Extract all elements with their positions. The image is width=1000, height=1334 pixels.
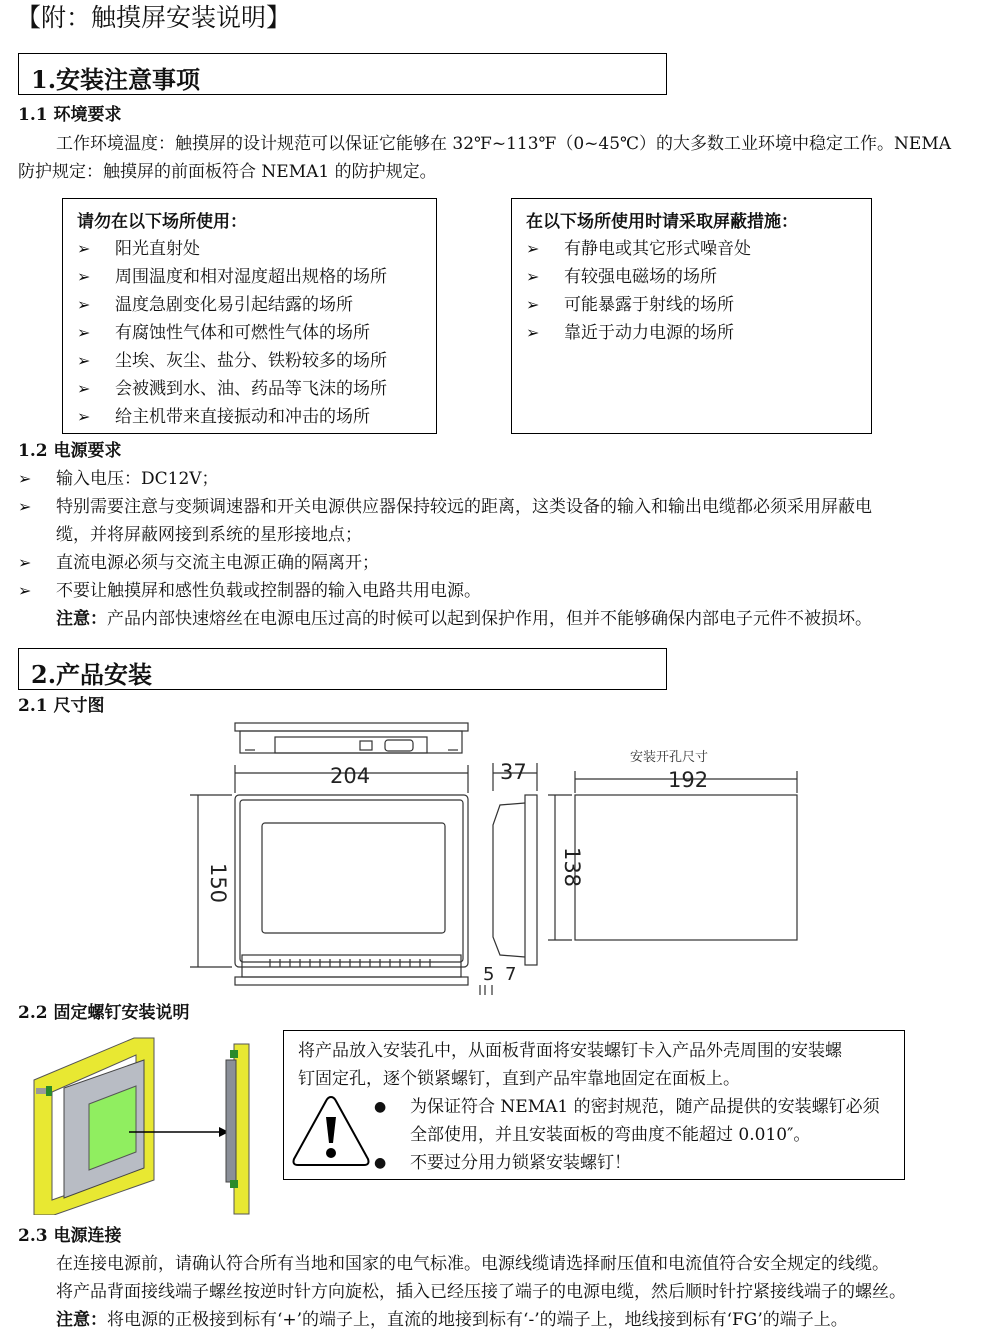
bottom-view-terminals <box>270 959 430 967</box>
list-item: ➢ 输入电压：DC12V； <box>18 465 872 493</box>
screw-warning1-line2: 全部使用，并且安装面板的弯曲度不能超过 0.010″。 <box>410 1125 811 1145</box>
arrow-bullet-icon: ➢ <box>77 379 91 398</box>
dim-width-label: 204 <box>330 764 371 788</box>
list-item: ➢ 不要让触摸屏和感性负载或控制器的输入电路共用电源。 <box>18 577 872 605</box>
list-item: ➢ 周围温度和相对湿度超出规格的场所 <box>77 263 387 291</box>
power-connection-line2: 将产品背面接线端子螺丝按逆时针方向旋松，插入已经压接了端子的电源电缆，然后顺时针拧紧接线端子的螺丝。 <box>56 1282 906 1302</box>
dim-7-label: 7 <box>505 964 517 985</box>
arrow-bullet-icon: ➢ <box>18 469 32 488</box>
power-requirements-list <box>18 465 872 633</box>
cutout-width-label: 192 <box>668 768 709 792</box>
shielding-title: 在以下场所使用时请采取屏蔽措施： <box>526 212 798 232</box>
screw-instruction-line1: 将产品放入安装孔中，从面板背面将安装螺钉卡入产品外壳周围的安装螺 <box>298 1041 842 1061</box>
list-item: ➢ 有腐蚀性气体和可燃性气体的场所 <box>77 319 387 347</box>
side-view-body <box>493 803 525 957</box>
env-paragraph-line2: 防护规定：触摸屏的前面板符合 NEMA1 的防护规定。 <box>18 162 437 182</box>
list-item: ➢ 可能暴露于射线的场所 <box>526 291 751 319</box>
arrow-bullet-icon: ➢ <box>77 351 91 370</box>
top-view-body <box>240 731 462 753</box>
section1-header <box>18 53 667 95</box>
arrow-bullet-icon: ➢ <box>77 267 91 286</box>
screw-installation-illustration <box>14 1030 264 1215</box>
do-not-use-list <box>77 235 387 431</box>
do-not-use-title: 请勿在以下场所使用： <box>77 212 247 232</box>
subsection-2-2-heading: 2.2 固定螺钉安装说明 <box>18 1003 190 1023</box>
dimension-drawing <box>180 715 820 1000</box>
arrow-bullet-icon: ➢ <box>526 323 540 342</box>
arrow-bullet-icon: ➢ <box>77 295 91 314</box>
top-view-usb-port <box>360 741 372 750</box>
cutout-height-label: 138 <box>560 846 584 888</box>
warning-triangle-icon <box>290 1093 372 1169</box>
subsection-1-2-heading: 1.2 电源要求 <box>18 441 122 461</box>
arrow-bullet-icon: ➢ <box>18 497 32 516</box>
arrow-bullet-icon: ➢ <box>77 239 91 258</box>
front-view-screen <box>262 823 445 933</box>
arrow-bullet-icon: ➢ <box>526 239 540 258</box>
list-item: ➢ 会被溅到水、油、药品等飞沫的场所 <box>77 375 387 403</box>
front-view-bezel <box>235 795 468 967</box>
list-item: ➢ 特别需要注意与变频调速器和开关电源供应器保持较远的距离，这类设备的输入和输出电缆都必须采用屏蔽电 <box>18 493 872 521</box>
bullet-icon: ● <box>374 1155 387 1171</box>
side-view-bezel <box>525 795 537 965</box>
page-title: 【附：触摸屏安装说明】 <box>16 3 292 32</box>
bullet-icon: ● <box>374 1099 387 1115</box>
shielding-list <box>526 235 751 347</box>
arrow-bullet-icon: ➢ <box>526 267 540 286</box>
dim-5-label: 5 <box>483 964 495 985</box>
screw-instruction-line2: 钉固定孔，逐个锁紧螺钉，直到产品牢靠地固定在面板上。 <box>298 1069 740 1089</box>
env-paragraph-line1: 工作环境温度：触摸屏的设计规范可以保证它能够在 32℉~113℉（0~45℃）的大多数工业环境中稳定工作。NEMA <box>56 134 952 154</box>
list-item: ➢ 有静电或其它形式噪音处 <box>526 235 751 263</box>
screw-warning1-line1: 为保证符合 NEMA1 的密封规范，随产品提供的安装螺钉必须 <box>410 1097 880 1117</box>
list-item: ➢ 靠近于动力电源的场所 <box>526 319 751 347</box>
section1-title: 1.安装注意事项 <box>31 65 201 94</box>
arrow-bullet-icon: ➢ <box>18 581 32 600</box>
list-item: ➢ 有较强电磁场的场所 <box>526 263 751 291</box>
shielding-box <box>511 198 872 434</box>
cutout-outline <box>575 795 797 940</box>
power-note: 注意：产品内部快速熔丝在电源电压过高的时候可以起到保护作用，但并不能够确保内部电子元件不被损坏。 <box>56 609 872 629</box>
list-item-continuation: 缆，并将屏蔽网接到系统的星形接地点； <box>56 525 362 545</box>
list-item: ➢ 阳光直射处 <box>77 235 387 263</box>
list-item: ➢ 直流电源必须与交流主电源正确的隔离开； <box>18 549 872 577</box>
arrow-bullet-icon: ➢ <box>526 295 540 314</box>
dim-depth-label: 37 <box>500 760 527 784</box>
section2-title: 2.产品安装 <box>31 660 153 689</box>
screw-warning2: 不要过分用力锁紧安装螺钉！ <box>410 1153 631 1173</box>
section2-header <box>18 648 667 690</box>
list-item: ➢ 温度急剧变化易引起结露的场所 <box>77 291 387 319</box>
list-item: ➢ 给主机带来直接振动和冲击的场所 <box>77 403 387 431</box>
power-connection-note: 注意：将电源的正极接到标有‘+’的端子上，直流的地接到标有‘-’的端子上，地线接到标有‘FG’的端子上。 <box>56 1310 848 1330</box>
top-view-serial-port <box>385 740 413 751</box>
arrow-bullet-icon: ➢ <box>77 407 91 426</box>
subsection-2-1-heading: 2.1 尺寸图 <box>18 696 105 716</box>
subsection-1-1-heading: 1.1 环境要求 <box>18 105 122 125</box>
list-item: ➢ 尘埃、灰尘、盐分、铁粉较多的场所 <box>77 347 387 375</box>
screw-instructions-box <box>283 1030 905 1180</box>
arrow-bullet-icon: ➢ <box>18 553 32 572</box>
dim-height-label: 150 <box>206 862 230 904</box>
do-not-use-box <box>62 198 437 434</box>
arrow-bullet-icon: ➢ <box>77 323 91 342</box>
power-connection-line1: 在连接电源前，请确认符合所有当地和国家的电气标准。电源线缆请选择耐压值和电流值符合安全规定的线缆。 <box>56 1254 889 1274</box>
subsection-2-3-heading: 2.3 电源连接 <box>18 1226 122 1246</box>
top-view-bezel <box>235 723 468 731</box>
cutout-title: 安装开孔尺寸 <box>630 750 709 765</box>
